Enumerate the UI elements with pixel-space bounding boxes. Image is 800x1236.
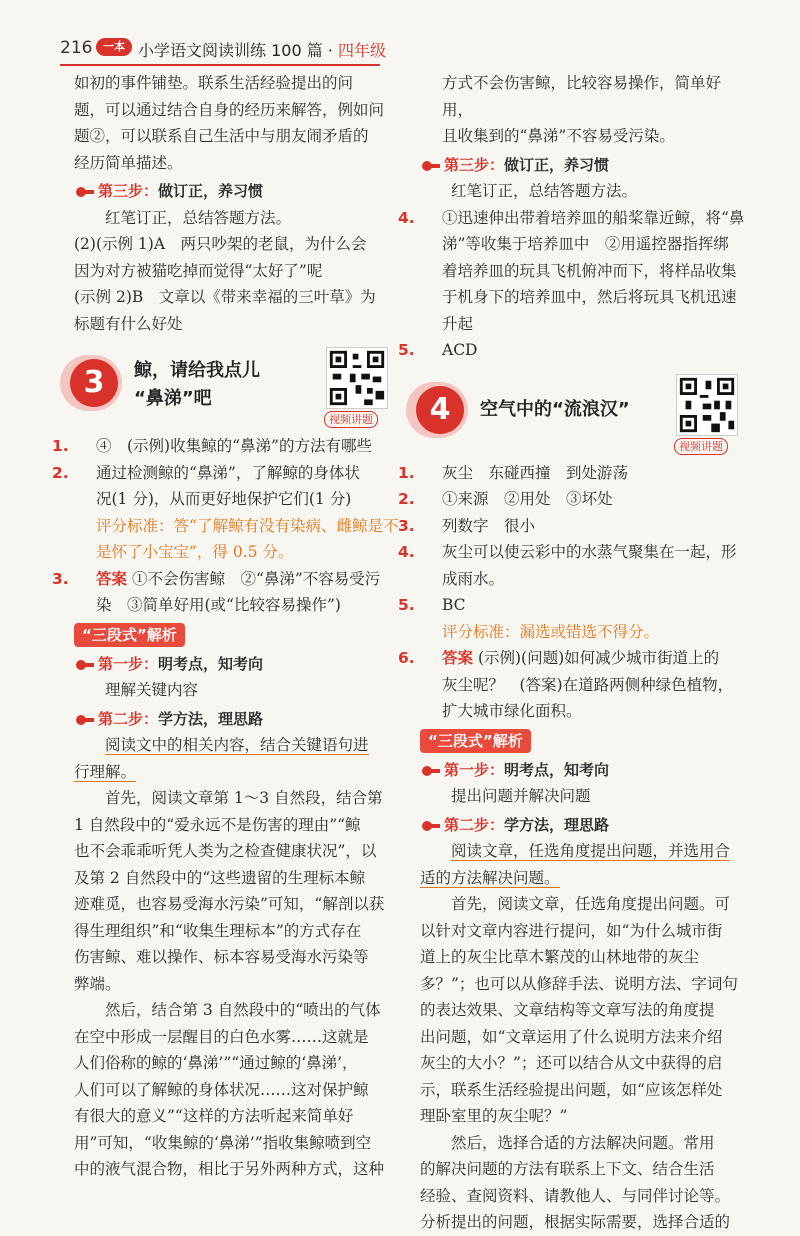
step-arrow-icon xyxy=(422,766,432,776)
step-arrow-icon xyxy=(76,187,86,197)
right-cont-line: 且收集到的“鼻涕”不容易受污染。 xyxy=(442,127,675,145)
s4-question-5 xyxy=(398,592,750,619)
body-line: 然后，结合第 3 自然段中的“喷出的气体 xyxy=(105,1001,381,1019)
step-label: 第一步： xyxy=(444,760,505,779)
section-number-badge xyxy=(60,355,122,411)
section-4-header xyxy=(420,374,750,454)
left-cont-line: 如初的事件铺垫。联系生活经验提出的问 xyxy=(74,74,354,92)
step-arrow-icon xyxy=(76,660,86,670)
answer-text: ④ (示例)收集鲸的“鼻涕”的方法有哪些 xyxy=(96,437,372,455)
qr-code-icon[interactable] xyxy=(326,347,388,409)
body-line: 弊端。 xyxy=(74,974,121,993)
section-number-badge xyxy=(406,382,468,438)
body-line: 也不会乖乖听凭人类为之检查健康状况”，以 xyxy=(74,842,377,860)
s4-question-1 xyxy=(398,460,750,487)
grading-label: 评分标准： xyxy=(96,516,174,535)
answer-text: 升起 xyxy=(442,314,474,333)
step2-text-line: 阅读文章，任选角度提出问题，并选用合 xyxy=(451,842,731,860)
answer-text: 扩大城市绿化面积。 xyxy=(442,702,582,720)
answer-text: 涕”等收集于培养皿中 ②用遥控器指挥绑 xyxy=(442,235,729,253)
body-line: 得生理组织”和“收集生理标本”的方式存在 xyxy=(74,921,362,940)
s4-question-3 xyxy=(398,513,750,540)
step2-text xyxy=(74,759,404,786)
section-number: 4 xyxy=(416,386,464,434)
qr-code-graphic xyxy=(327,348,387,408)
body-line: 人们可以了解鲸的身体状况……这对保护鲸 xyxy=(74,1080,369,1099)
step1-text: 提出问题并解决问题 xyxy=(451,787,591,805)
body-line: 灰尘的大小？”；还可以结合从文中获得的启 xyxy=(420,1054,723,1072)
left-cont-line: 经历简单描述。 xyxy=(74,153,183,172)
step2-text-line: 阅读文中的相关内容，结合关键语句进 xyxy=(105,736,369,754)
answer-text: 成雨水。 xyxy=(442,569,505,588)
question-number: 2. xyxy=(52,463,69,482)
body-line: 有很大的意义”“这样的方法听起来简单好 xyxy=(74,1107,354,1125)
body-line: 理卧室里的灰尘呢？” xyxy=(420,1107,568,1125)
question-number: 1. xyxy=(52,437,69,455)
analysis-tag: “三段式”解析 xyxy=(74,623,185,647)
answer-text: BC xyxy=(442,596,466,614)
body-line: 人们俗称的鲸的‘鼻涕’”“通过鲸的‘鼻涕’， xyxy=(74,1054,358,1072)
left-cont-line: 题，可以通过结合自身的经历来解答，例如问 xyxy=(74,100,385,119)
book-grade: 四年级 xyxy=(337,41,386,60)
step3-heading xyxy=(420,152,750,179)
step-title: 做订正，养习惯 xyxy=(158,182,264,200)
step-title: 学方法，理思路 xyxy=(504,815,610,834)
question-5 xyxy=(398,337,750,364)
step1-text: 理解关键内容 xyxy=(105,681,199,699)
answer-text: 着培养皿的玩具飞机俯冲而下，将样品收集 xyxy=(442,261,737,280)
right-cont-line: 方式不会伤害鲸，比较容易操作，简单好用， xyxy=(442,74,722,119)
section-title-line: “鼻涕”吧 xyxy=(134,388,212,409)
question-1 xyxy=(52,433,404,460)
step-label: 第二步： xyxy=(444,815,505,834)
body-line: 道上的灰尘比草木繁茂的山林地带的灰尘 xyxy=(420,948,700,966)
qr-code-graphic xyxy=(677,375,737,435)
book-title-main: 小学语文阅读训练 100 篇 · xyxy=(138,41,338,60)
grading-text: 答“了解鲸有没有染病、雌鲸是不 xyxy=(173,516,399,535)
step-arrow-icon xyxy=(422,161,432,171)
analysis-tag: “三段式”解析 xyxy=(420,729,531,753)
answer-label: 答案 xyxy=(96,569,128,588)
section-title xyxy=(134,357,260,413)
question-number: 4. xyxy=(398,543,415,561)
question-number: 5. xyxy=(398,341,415,359)
step-title: 做订正，养习惯 xyxy=(504,155,610,174)
example-line: 标题有什么好处 xyxy=(74,314,183,333)
body-line: 及第 2 自然段中的“这些遗留的生理标本鲸 xyxy=(74,868,366,887)
step3-text: 红笔订正，总结答题方法。 xyxy=(451,182,638,200)
left-cont-line: 题②，可以联系自己生活中与朋友闹矛盾的 xyxy=(74,127,369,145)
question-number: 5. xyxy=(398,596,415,614)
question-number: 3. xyxy=(398,516,415,535)
body-line: 分析提出的问题，根据实际需要，选择合适的 xyxy=(420,1213,731,1231)
answer-text: ①不会伤害鲸 ②“鼻涕”不容易受污 xyxy=(131,569,381,588)
question-3 xyxy=(52,566,404,593)
step2-text-line: 适的方法解决问题。 xyxy=(420,868,560,887)
example-line: (2)(示例 1)A 两只吵架的老鼠，为什么会 xyxy=(74,235,367,253)
answer-text: 灰尘呢？ (答案)在道路两侧种绿色植物， xyxy=(442,675,734,694)
step-label: 第三步： xyxy=(98,182,159,200)
section-number: 3 xyxy=(70,359,118,407)
answer-text: 灰尘 东碰西撞 到处游荡 xyxy=(442,463,629,482)
s4-question-6 xyxy=(398,645,750,672)
grading-standard xyxy=(420,619,750,646)
step-title: 明考点，知考向 xyxy=(504,760,610,779)
body-line: 多？”；也可以从修辞手法、说明方法、字词句 xyxy=(420,974,738,993)
video-explain-label[interactable]: 视频讲题 xyxy=(324,411,378,428)
grading-label: 评分标准： xyxy=(442,622,520,641)
step1-heading xyxy=(420,757,750,784)
step2-heading xyxy=(420,812,750,839)
step2-text xyxy=(420,838,750,865)
step-title: 明考点，知考向 xyxy=(158,654,264,673)
answer-text: 通过检测鲸的“鼻涕”，了解鲸的身体状 xyxy=(96,463,360,482)
answer-text: ACD xyxy=(442,341,478,359)
answer-text: ①迅速伸出带着培养皿的船桨靠近鲸，将“鼻 xyxy=(442,208,745,227)
qr-code-icon[interactable] xyxy=(676,374,738,436)
answer-text: 灰尘可以使云彩中的水蒸气聚集在一起，形 xyxy=(442,543,737,561)
question-4 xyxy=(398,205,750,232)
page-number: 216 xyxy=(60,38,93,58)
book-title xyxy=(138,38,386,61)
answer-text: 于机身下的培养皿中，然后将玩具飞机迅速 xyxy=(442,288,737,306)
s4-question-4 xyxy=(398,539,750,566)
grading-text: 是怀了小宝宝”，得 0.5 分。 xyxy=(96,543,294,561)
step1-heading xyxy=(74,651,404,678)
page-header xyxy=(60,34,760,64)
body-line: 经验、查阅资料、请教他人、与同伴讨论等。 xyxy=(420,1186,731,1205)
step-arrow-icon xyxy=(422,821,432,831)
step2-heading xyxy=(74,706,404,733)
body-line: 1 自然段中的“爱永远不是伤害的理由”“鲸 xyxy=(74,815,361,834)
step-label: 第二步： xyxy=(98,709,159,728)
answer-text: (示例)(问题)如何减少城市街道上的 xyxy=(477,649,720,667)
step-label: 第三步： xyxy=(444,155,505,174)
body-line: 然后，选择合适的方法解决问题。常用 xyxy=(451,1133,715,1152)
step-label: 第一步： xyxy=(98,654,159,673)
question-number: 2. xyxy=(398,490,415,508)
body-line: 在空中形成一层醒目的白色水雾……这就是 xyxy=(74,1027,369,1046)
step2-text xyxy=(420,865,750,892)
step3-heading xyxy=(74,178,404,205)
example-line: (示例 2)B 文章以《带来幸福的三叶草》为 xyxy=(74,288,376,306)
body-line: 用”可知，“收集鲸的‘鼻涕’”指收集鲸喷到空 xyxy=(74,1133,372,1152)
left-column xyxy=(52,70,404,1183)
right-column xyxy=(398,70,750,1236)
step-title: 学方法，理思路 xyxy=(158,709,264,728)
step2-text-line: 行理解。 xyxy=(74,762,137,781)
answer-text: ①来源 ②用处 ③坏处 xyxy=(442,490,613,508)
s4-question-2 xyxy=(398,486,750,513)
body-line: 以针对文章内容进行提问，如“为什么城市街 xyxy=(420,921,723,940)
step3-text: 红笔订正，总结答题方法。 xyxy=(105,208,292,227)
answer-text: 况(1 分)，从而更好地保护它们(1 分) xyxy=(96,490,352,508)
body-line: 首先，阅读文章第 1～3 自然段，结合第 xyxy=(105,789,383,807)
answer-text: 列数字 很小 xyxy=(442,516,536,535)
section-title: 空气中的“流浪汉” xyxy=(480,398,630,420)
body-line: 伤害鲸、难以操作、标本容易受海水污染等 xyxy=(74,948,369,966)
body-line: 的表达效果、文章结构等文章写法的角度提 xyxy=(420,1001,715,1019)
question-number: 4. xyxy=(398,208,415,227)
answer-label: 答案 xyxy=(442,649,474,667)
body-line: 中的液气混合物，相比于另外两种方式，这种 xyxy=(74,1160,385,1178)
brand-logo: 一本 xyxy=(96,38,132,56)
step2-text xyxy=(74,732,404,759)
question-number: 3. xyxy=(52,569,69,588)
grading-standard xyxy=(74,513,404,540)
header-rule xyxy=(60,64,380,66)
section-3-header xyxy=(74,347,404,427)
question-2 xyxy=(52,460,404,487)
body-line: 迹难觅，也容易受海水污染”可知，“解剖以获 xyxy=(74,895,385,913)
video-explain-label[interactable]: 视频讲题 xyxy=(674,438,728,455)
section-title-line: 鲸，请给我点儿 xyxy=(134,360,260,381)
body-line: 出问题，如“文章运用了什么说明方法来介绍 xyxy=(420,1027,723,1046)
example-line: 因为对方被猫吃掉而觉得“太好了”呢 xyxy=(74,261,323,280)
question-number: 6. xyxy=(398,649,415,667)
answer-text: 染 ③简单好用(或“比较容易操作”) xyxy=(96,596,341,614)
body-line: 首先，阅读文章，任选角度提出问题。可 xyxy=(451,895,731,913)
body-line: 示，联系生活经验提出问题，如“应该怎样处 xyxy=(420,1080,723,1099)
grading-text: 漏选或错选不得分。 xyxy=(519,622,660,641)
step-arrow-icon xyxy=(76,715,86,725)
question-number: 1. xyxy=(398,463,415,482)
body-line: 的解决问题的方法有联系上下文、结合生活 xyxy=(420,1160,715,1178)
